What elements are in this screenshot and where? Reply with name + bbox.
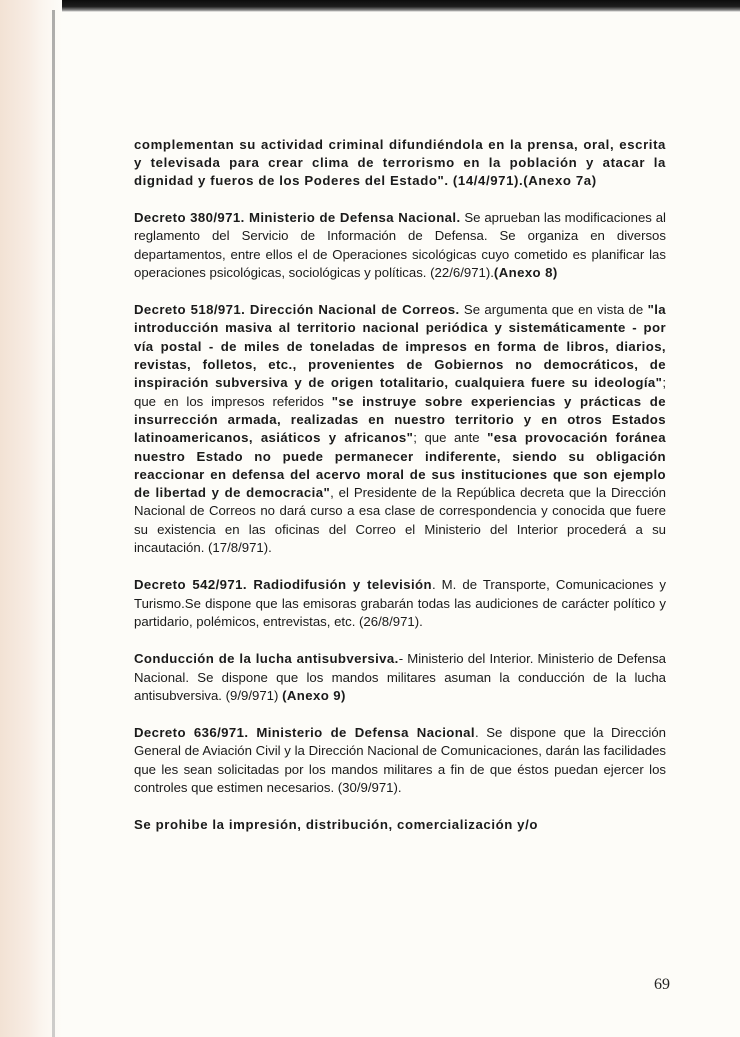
decree-heading: Decreto 636/971. Ministerio de Defensa Nacional (134, 725, 475, 741)
decree-heading: Decreto 542/971. Radiodifusión y televisión (134, 577, 432, 593)
top-edge-shadow (0, 0, 740, 12)
spine-fold-line (52, 10, 55, 1037)
decree-heading: Decreto 380/971. Ministerio de Defensa Nacional. (134, 210, 461, 225)
quoted-text: "esa provocación foránea nuestro Estado no puede permanecer indiferente, siendo su obligación reaccionar en defensa del acervo moral de sus instituciones que son ejemplo de libertad y de democracia" (134, 430, 667, 501)
paragraph-decreto-542 (134, 576, 666, 631)
quoted-text: "la introducción masiva al territorio nacional periódica y sistemáticamente - por vía postal - de miles de toneladas de impresos en forma de libros, diarios, revistas, folletos, etc., provenientes de Gobiernos no democráticos, de inspiración subversiva y de origen totalitario, cualquiera fuere su ideología" (134, 302, 667, 391)
text-segment: Se argumenta que en vista de (459, 302, 648, 318)
page-number: 69 (654, 976, 670, 993)
text-segment: ; que en los impresos referidos (134, 375, 666, 409)
text-segment: , el Presidente de la República decreta que la Dirección Nacional de Correos no dará curso a esa clase de correspondencia y conocida que fuere su existencia en las oficinas del Correo el Ministerio del Interior procederá a su incautación. (17/8/971). (134, 485, 666, 556)
paragraph-continuation (134, 136, 666, 190)
section-heading: Conducción de la lucha antisubversiva. (134, 651, 399, 667)
text-segment: Se aprueban las modificaciones al reglamento del Servicio de Información de Defensa. Se organiza en diversos departamentos, entre ellos el de Operaciones sicológicas cuyo cometido es planificar las operaciones psicológicas, sociológicas y políticas. (22/6/971). (134, 210, 666, 280)
paragraph-final (134, 816, 666, 834)
quoted-text: "se instruye sobre experiencias y prácticas de insurrección armada, realizadas en nuestro territorio y en otros Estados latinoamericanos, asiáticos y africanos" (134, 393, 666, 446)
text-segment: complementan su actividad criminal difundiéndola en la prensa, oral, escrita y televisada para crear clima de terrorismo en la población y atacar la dignidad y fueros de los Poderes del Estado". (14/4/971).(Anexo 7a) (134, 137, 666, 188)
annex-reference: (Anexo 8) (493, 264, 558, 280)
text-segment: ; que ante (413, 430, 488, 446)
text-segment: . M. de Transporte, Comunicaciones y Turismo.Se dispone que las emisoras grabarán todas las audiciones de carácter político y partidario, polémicos, entrevistas, etc. (26/8/971). (134, 577, 666, 629)
text-segment: Se prohibe la impresión, distribución, comercialización y/o (134, 817, 539, 833)
text-segment: - Ministerio del Interior. Ministerio de Defensa Nacional. Se dispone que los mandos militares asuman la conducción de la lucha antisubversiva. (9/9/971) (134, 651, 666, 703)
paragraph-decreto-518 (134, 301, 666, 557)
paragraph-decreto-636 (134, 724, 666, 797)
text-segment: . Se dispone que la Dirección General de Aviación Civil y la Dirección Nacional de Comunicaciones, darán las facilidades que les sean solicitadas por los mandos militares a fin de que éstos puedan ejercer los controles que estimen necesarios. (30/9/971). (134, 725, 666, 796)
decree-heading: Decreto 518/971. Dirección Nacional de Correos. (134, 302, 460, 318)
annex-reference: (Anexo 9) (282, 687, 346, 703)
page-body (134, 136, 666, 853)
paragraph-decreto-380 (134, 209, 666, 282)
paragraph-conduccion (134, 650, 666, 705)
